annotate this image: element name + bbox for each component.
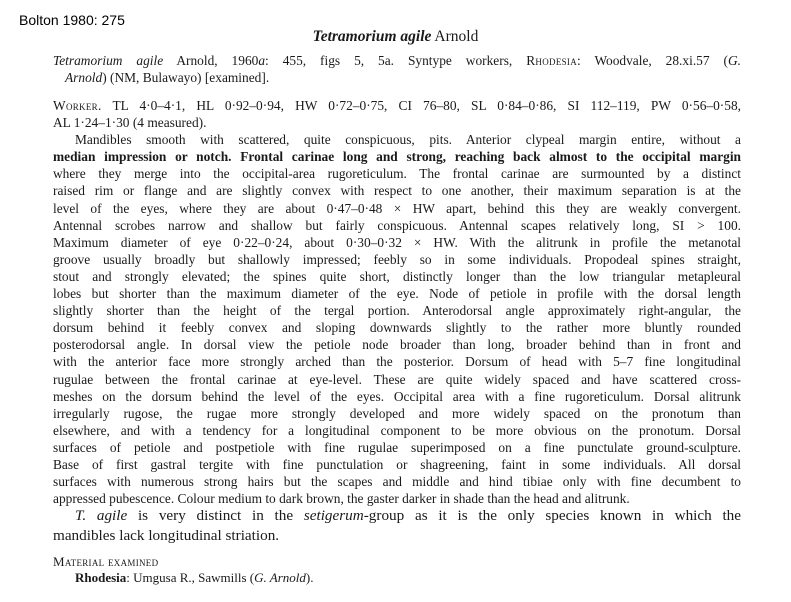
material-heading: Material examined <box>53 554 159 569</box>
worker-line: irregularly rugose, the rugae more strongly developed and more widely spaced on the pronotum than <box>53 405 741 421</box>
synonymy-text: : Woodvale, 28.xi.57 ( <box>577 53 728 68</box>
worker-line: groove usually broadly but shallowly impressed; feebly so in some individuals. Propodeal spines straight, <box>53 251 741 267</box>
remark-group: setigerum <box>303 507 364 524</box>
synonymy-text: ) (NM, Bulawayo) [examined]. <box>102 70 270 86</box>
worker-line: posterodorsal angle. In dorsal view the petiole node broader than long, broader behind than in front and <box>53 337 741 353</box>
remark-taxon: T. agile <box>75 507 128 524</box>
worker-line: where they merge into the occipital-area rugoreticulum. The frontal carinae are surmounted by a distinct <box>53 166 741 182</box>
synonymy-text: : 455, figs 5, 5a. Syntype workers, <box>265 53 527 68</box>
species-author: Arnold <box>434 28 479 45</box>
worker-line: dorsum behind it feebly convex and sloping downwards slightly to the rather more bluntly rounded <box>53 320 741 336</box>
worker-line: rugulae between the frontal carinae at eye-level. These are quite widely spaced and have scattered cross- <box>53 371 741 387</box>
worker-description <box>53 97 741 507</box>
worker-line: level of the eyes, where they are about 0·47–0·48 × HW apart, behind this they are weakly convergent. <box>53 200 741 216</box>
worker-line: lobes but shorter than the maximum diameter of the eye. Node of petiole in profile with the dorsal length <box>53 286 741 302</box>
worker-line: with the anterior face more strongly arched than the posterior. Dorsum of head with 5–7 fine longitudinal <box>53 354 741 370</box>
remark-line: T. agile is very distinct in the setigerum-group as it is the only species known in which the <box>75 507 742 524</box>
synonymy-taxon: Tetramorium agile <box>53 53 164 68</box>
worker-line: Antennal scrobes narrow and shallow but fairly conspicuous. Antennal scapes relatively long, SI > 100. <box>53 217 741 233</box>
species-title <box>0 28 791 46</box>
synonymy-line <box>53 52 741 69</box>
synonymy-collector: Arnold <box>65 70 103 86</box>
worker-line: appressed pubescence. Colour medium to dark brown, the gaster darker in shade than the head and alitrunk. <box>53 491 630 507</box>
synonymy-text: a <box>258 53 266 68</box>
material-collector: G. Arnold <box>254 570 306 585</box>
synonymy-country: Rhodesia <box>526 53 578 68</box>
worker-line: Maximum diameter of eye 0·22–0·24, about 0·30–0·32 × HW. With the alitrunk in profile the metanotal <box>53 234 741 250</box>
material-record: Rhodesia: Umgusa R., Sawmills (G. Arnold). <box>75 570 314 585</box>
diagnostic-remark <box>53 506 741 545</box>
worker-line: slightly shorter than the height of the tergal portion. Anterodorsal angle approximately right-angular, the <box>53 303 741 319</box>
remark-line: mandibles lack longitudinal striation. <box>53 526 280 544</box>
worker-line: surfaces of petiole and postpetiole with fine rugulae superimposed on a fine punctulate ground-sculpture. <box>53 439 741 455</box>
synonymy-paragraph <box>53 52 741 86</box>
synonymy-line <box>53 69 741 86</box>
worker-line: surfaces with numerous strong hairs but the scapes and middle and hind tibiae only with fine decumbent to <box>53 474 741 490</box>
worker-line: elsewhere, and with a tendency for a longitudinal component to be more obvious on the pronotum. Dorsal <box>53 422 741 438</box>
worker-line: Base of first gastral tergite with fine punctulation or shagreening, faint in some individuals. All dorsal <box>53 456 741 472</box>
worker-label: Worker. <box>53 98 102 113</box>
worker-line: AL 1·24–1·30 (4 measured). <box>53 115 207 131</box>
worker-line: Worker. TL 4·0–4·1, HL 0·92–0·94, HW 0·72–0·75, CI 76–80, SL 0·84–0·86, SI 112–119, PW 0·56–0·58, <box>53 98 741 113</box>
synonymy-text: Arnold, 1960 <box>163 53 259 68</box>
worker-line: meshes on the dorsum behind the level of the eyes. Occipital area with a fine rugoreticulum. Dorsal alitrunk <box>53 388 741 404</box>
worker-line: Mandibles smooth with scattered, quite conspicuous, pits. Anterior clypeal margin entire, without a <box>75 132 741 148</box>
species-name: Tetramorium agile <box>312 28 432 45</box>
worker-line: median impression or notch. Frontal carinae long and strong, reaching back almost to the occipital margin <box>53 149 741 165</box>
synonymy-collector: G. <box>727 53 741 68</box>
material-locality: Rhodesia <box>75 570 127 585</box>
source-label: Bolton 1980: 275 <box>19 12 125 28</box>
worker-line: stout and strongly elevated; the spines quite short, distinctly longer than the low triangular metapleural <box>53 268 741 284</box>
material-examined <box>53 554 741 586</box>
worker-line: raised rim or flange and are slightly convex with respect to one another, their maximum separation is at the <box>53 183 741 199</box>
